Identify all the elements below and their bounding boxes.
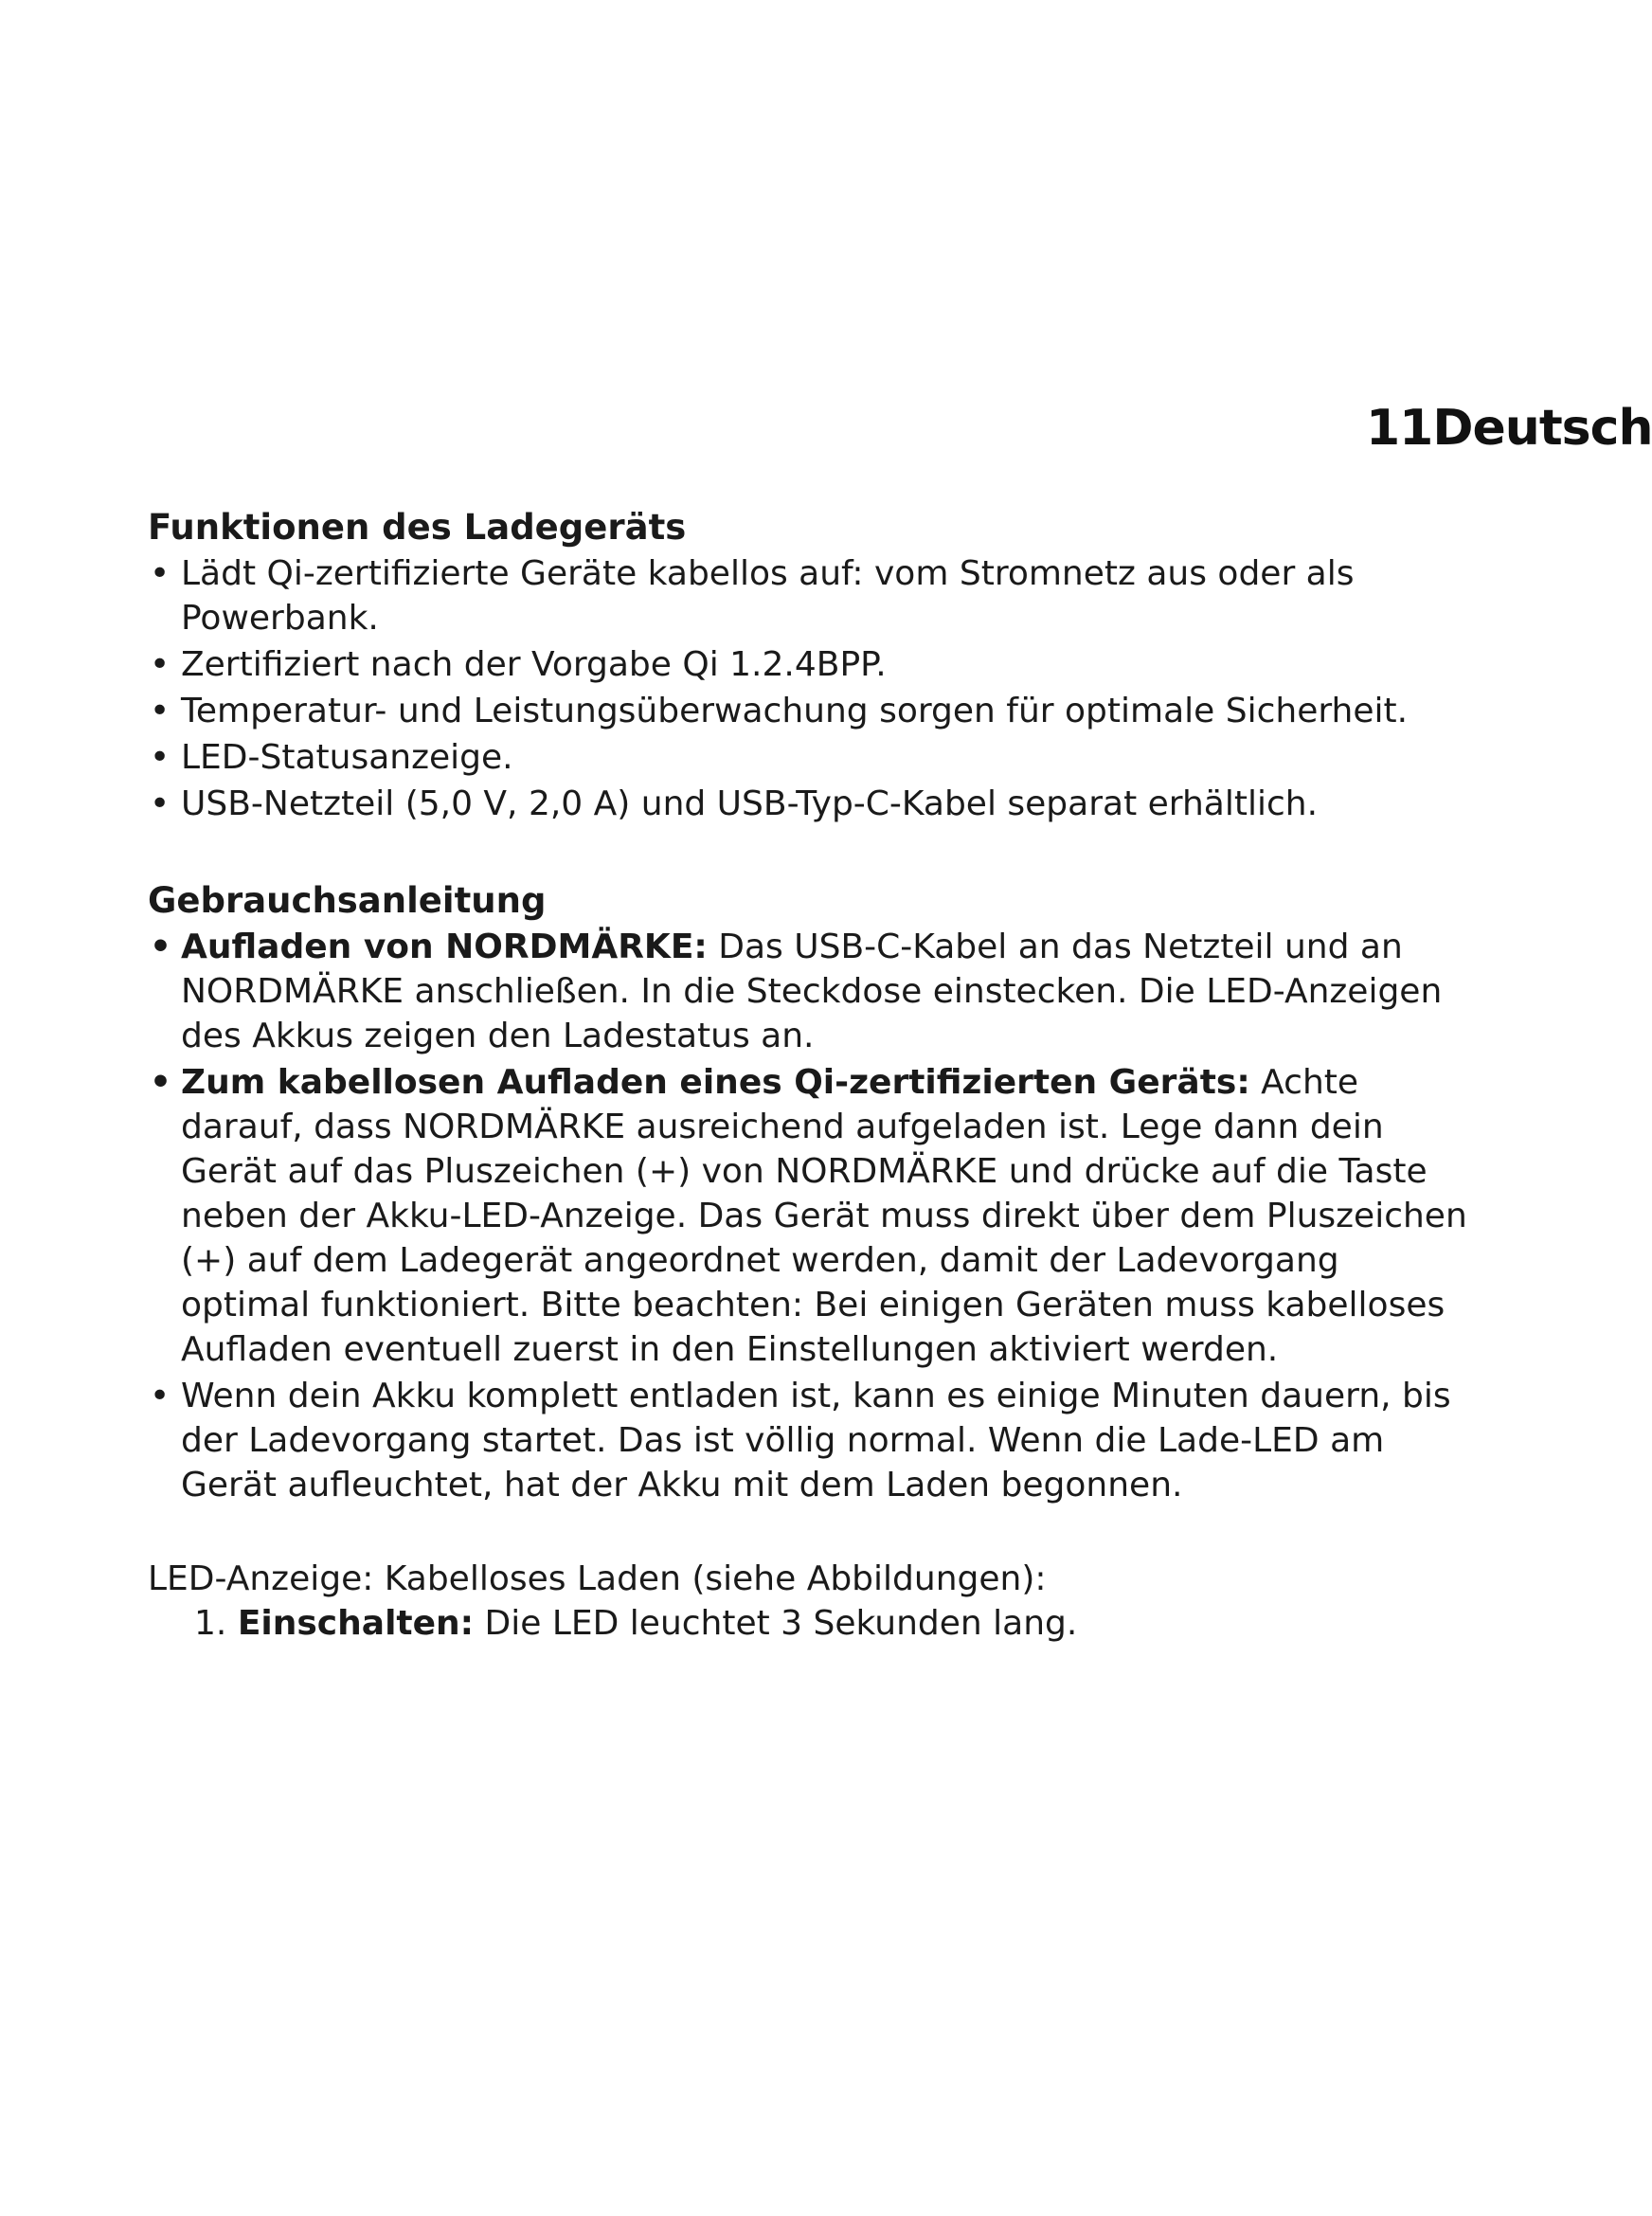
instructions-list <box>148 925 1474 1507</box>
bullet-dot-icon: • <box>150 554 171 593</box>
step-lead: Einschalten: <box>237 1604 475 1643</box>
feature-text: Zertifiziert nach der Vorgabe Qi 1.2.4BPP. <box>181 645 887 684</box>
document-body <box>148 504 1474 1646</box>
list-item <box>148 925 1474 1058</box>
feature-text: Lädt Qi-zertifizierte Geräte kabellos auf: vom Stromnetz aus oder als Powerbank. <box>181 554 1355 638</box>
led-intro: LED-Anzeige: Kabelloses Laden (siehe Abbildungen): <box>148 1559 1047 1598</box>
page-header-label: 11Deutsch <box>1366 400 1652 457</box>
list-item <box>148 642 1474 687</box>
features-heading: Funktionen des Ladegeräts <box>148 507 687 548</box>
spacer <box>148 1509 1474 1557</box>
step-text: Die LED leuchtet 3 Sekunden lang. <box>474 1604 1078 1643</box>
list-item <box>148 782 1474 826</box>
feature-text: USB-Netzteil (5,0 V, 2,0 A) und USB-Typ-C-Kabel separat erhältlich. <box>181 784 1319 823</box>
bullet-dot-icon: • <box>150 928 172 966</box>
led-steps-list <box>148 1601 1474 1646</box>
instructions-heading: Gebrauchsanleitung <box>148 880 547 921</box>
step-number: 1. <box>194 1604 227 1643</box>
bullet-dot-icon: • <box>150 645 171 684</box>
features-list <box>148 551 1474 826</box>
instruction-lead: Aufladen von NORDMÄRKE: <box>181 928 708 966</box>
bullet-dot-icon: • <box>150 1377 171 1415</box>
list-item <box>148 551 1474 640</box>
instruction-text: Achte darauf, dass NORDMÄRKE ausreichend aufgeladen ist. Lege dann dein Gerät auf das Pluszeichen (+) von NORDMÄRKE und drücke auf die Taste neben der Akku-LED-Anzeige. Das Gerät muss direkt über dem Pluszeichen (+) auf dem Ladegerät angeordnet werden, damit der Ladevorgang optimal funktioniert. Bitte beachten: Bei einigen Geräten muss kabelloses Aufladen eventuell zuerst in den Einstellungen aktiviert werden. <box>181 1063 1467 1369</box>
list-item <box>148 689 1474 733</box>
instruction-text: Das USB-C-Kabel an das Netzteil und an NORDMÄRKE anschließen. In die Steckdose einstecken. Die LED-Anzeigen des Akkus zeigen den Ladestatus an. <box>181 928 1443 1055</box>
list-item <box>148 735 1474 780</box>
bullet-dot-icon: • <box>150 1063 172 1102</box>
instruction-lead: Zum kabellosen Aufladen eines Qi-zertifizierten Geräts: <box>181 1063 1250 1102</box>
feature-text: LED-Statusanzeige. <box>181 738 513 777</box>
bullet-dot-icon: • <box>150 692 171 730</box>
feature-text: Temperatur- und Leistungsüberwachung sorgen für optimale Sicherheit. <box>181 692 1409 730</box>
bullet-dot-icon: • <box>150 784 171 823</box>
instruction-text: Wenn dein Akku komplett entladen ist, kann es einige Minuten dauern, bis der Ladevorgang startet. Das ist völlig normal. Wenn die Lade-LED am Gerät aufleuchtet, hat der Akku mit dem Laden begonnen. <box>181 1377 1451 1504</box>
spacer <box>148 828 1474 877</box>
list-item <box>148 1374 1474 1507</box>
list-item <box>148 1601 1474 1646</box>
bullet-dot-icon: • <box>150 738 171 777</box>
list-item <box>148 1060 1474 1372</box>
